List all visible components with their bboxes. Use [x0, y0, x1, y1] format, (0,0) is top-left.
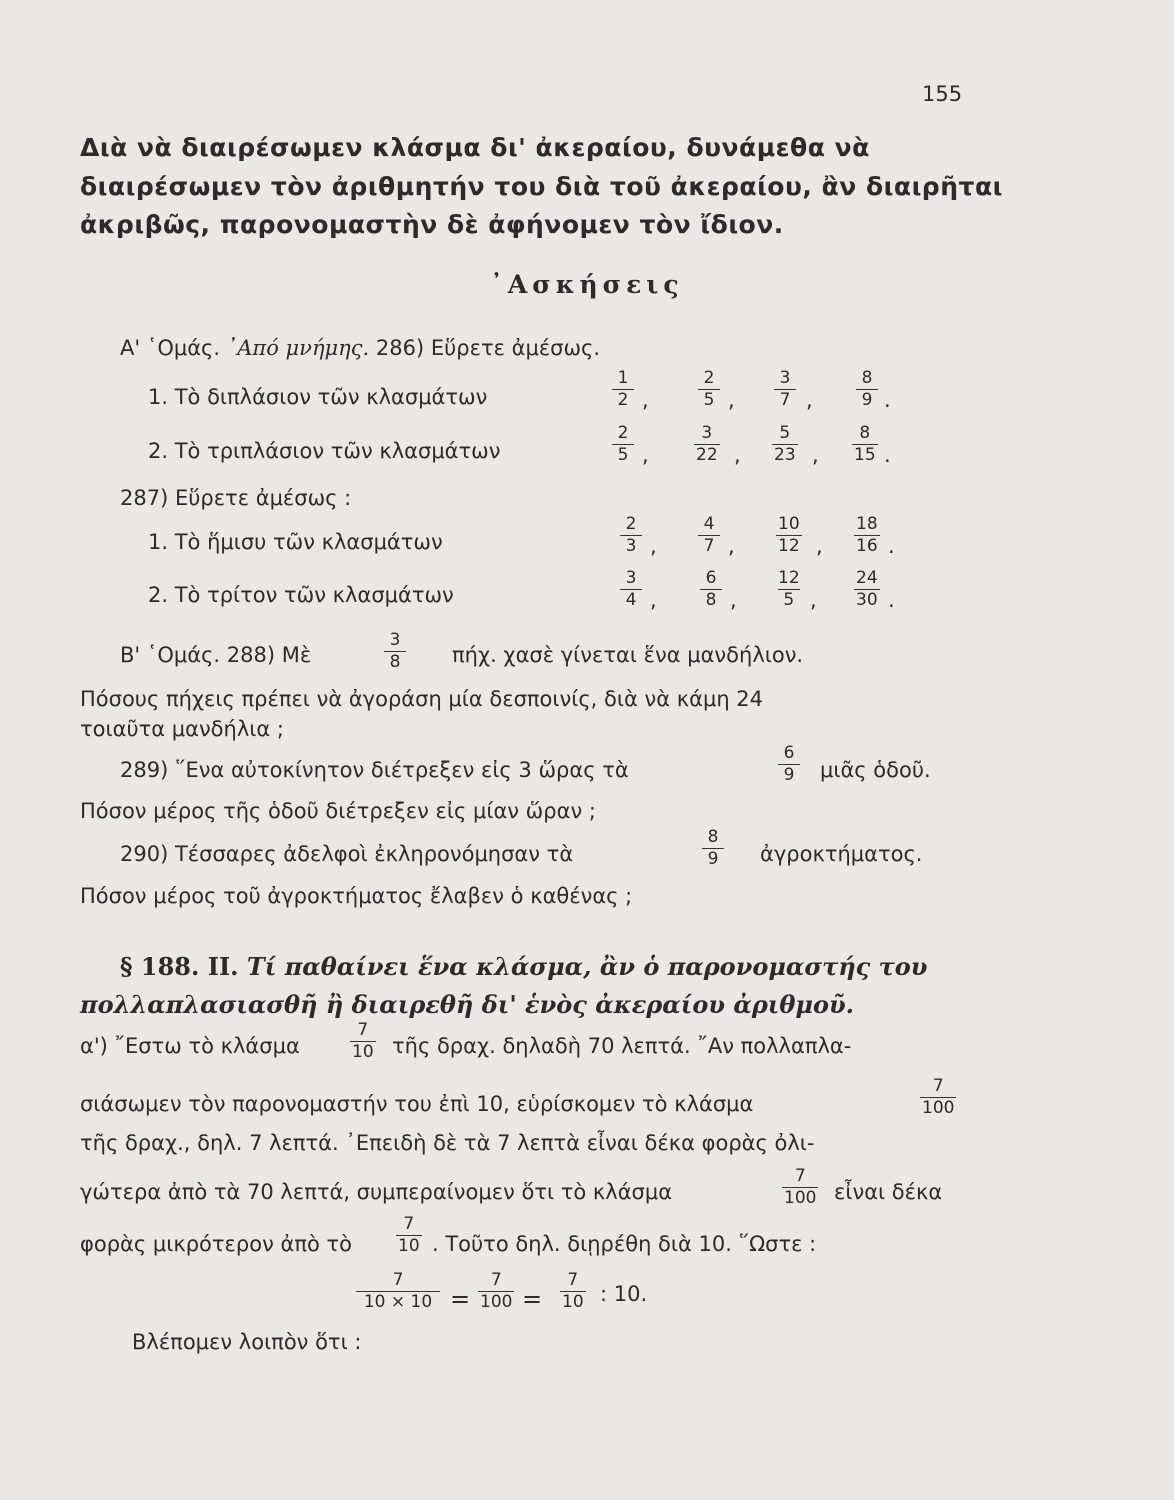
- ex287: 287) Εὕρετε ἀμέσως :: [120, 486, 352, 510]
- numerator: 3: [625, 568, 637, 588]
- section-title-1: Τί παθαίνει ἕνα κλάσμα, ἂν ὁ παρονομαστής του: [246, 952, 928, 981]
- ex290-question: Πόσον μέρος τοῦ ἀγροκτήματος ἔλαβεν ὁ καθένας ;: [80, 884, 633, 908]
- rule-line-3: ἀκριβῶς, παρονομαστὴν δὲ ἀφήνομεν τὸν ἴδιον.: [80, 210, 784, 239]
- rule-line-1: Διὰ νὰ διαιρέσωμεν κλάσμα δι' ἀκεραίου, δυνάμεθα νὰ: [80, 133, 870, 162]
- denominator: 4: [620, 589, 642, 609]
- numerator: 5: [779, 423, 791, 443]
- numerator: 6: [705, 568, 717, 588]
- denominator: 10: [562, 1292, 584, 1312]
- numerator: 2: [703, 368, 715, 388]
- rule-line-2: διαιρέσωμεν τὸν ἀριθμητήν του διὰ τοῦ ἀκεραίου, ἂν διαιρῆται: [80, 172, 1003, 201]
- numerator: 2: [625, 514, 637, 534]
- fraction-body-5: [396, 1216, 422, 1255]
- numerator: 7: [932, 1076, 944, 1096]
- denominator: 16: [856, 536, 878, 556]
- fraction: [856, 370, 878, 409]
- numerator: 3: [389, 630, 401, 650]
- eq-sign-1: =: [450, 1285, 471, 1313]
- numerator: 24: [856, 568, 878, 588]
- group-a-prefix: Α' ῾Ομάς.: [120, 336, 221, 360]
- page-number: 155: [922, 82, 963, 106]
- denominator: 5: [778, 589, 800, 609]
- numerator: 1: [617, 368, 629, 388]
- fraction: [620, 516, 642, 555]
- item3-label: 1. Τὸ ἥμισυ τῶν κλασμάτων: [148, 530, 443, 554]
- ex288-start: Β' ῾Ομάς. 288) Μὲ: [120, 643, 312, 667]
- body-last-line: Βλέπομεν λοιπὸν ὅτι :: [132, 1330, 362, 1354]
- numerator: 8: [861, 368, 873, 388]
- denominator: 7: [698, 535, 720, 555]
- numerator: 7: [392, 1270, 404, 1290]
- ex288-end: πήχ. χασὲ γίνεται ἕνα μανδήλιον.: [452, 643, 804, 667]
- denominator: 23: [774, 445, 796, 465]
- denominator: 3: [620, 535, 642, 555]
- section-heading-1: [120, 952, 927, 981]
- fraction: [612, 370, 634, 409]
- fraction-body-2: [920, 1078, 956, 1117]
- fraction: [698, 516, 720, 555]
- numerator: 7: [357, 1020, 369, 1040]
- numerator: 2: [617, 423, 629, 443]
- group-a-italic: ᾿Από μνήμης.: [226, 336, 370, 360]
- fraction-body-4: [782, 1168, 818, 1207]
- fraction-289: [778, 745, 800, 784]
- denominator: 12: [778, 536, 800, 556]
- fraction: [620, 570, 642, 609]
- numerator: 7: [490, 1270, 502, 1290]
- body-line-2a: σιάσωμεν τὸν παρονομαστήν του ἐπὶ 10, εὑρίσκομεν τὸ κλάσμα: [80, 1092, 754, 1116]
- body-line-3: τῆς δραχ., δηλ. 7 λεπτά. ᾿Επειδὴ δὲ τὰ 7 λεπτὰ εἶναι δέκα φορὰς ὀλι-: [80, 1131, 815, 1155]
- fraction: [772, 425, 798, 464]
- denominator: 5: [612, 444, 634, 464]
- numerator: 6: [783, 743, 795, 763]
- ex290-start: 290) Τέσσαρες ἀδελφοὶ ἐκληρονόμησαν τὰ: [120, 842, 574, 866]
- fraction-290: [702, 829, 724, 868]
- ex288-line-3: τοιαῦτα μανδήλια ;: [80, 717, 284, 741]
- numerator: 12: [778, 568, 800, 588]
- item4-label: 2. Τὸ τρίτον τῶν κλασμάτων: [148, 583, 454, 607]
- fraction-body-1: [350, 1022, 376, 1061]
- numerator: 7: [403, 1214, 415, 1234]
- numerator: 8: [707, 827, 719, 847]
- fraction: [700, 570, 722, 609]
- fraction: [694, 425, 720, 464]
- ex290-end: ἀγροκτήματος.: [760, 842, 923, 866]
- body-line-4a: γώτερα ἀπὸ τὰ 70 λεπτά, συμπεραίνομεν ὅτι τὸ κλάσμα: [80, 1180, 673, 1204]
- group-a-rest: 286) Εὕρετε ἀμέσως.: [375, 336, 601, 360]
- fraction: [774, 370, 796, 409]
- denominator: 8: [700, 589, 722, 609]
- fraction: [852, 425, 878, 464]
- fraction: [776, 516, 802, 555]
- denominator: 15: [854, 445, 876, 465]
- fraction: [698, 370, 720, 409]
- numerator: 8: [859, 423, 871, 443]
- denominator: 10: [352, 1042, 374, 1062]
- denominator: 5: [698, 389, 720, 409]
- body-line-1b: τῆς δραχ. δηλαδὴ 70 λεπτά. ῎Αν πολλαπλα-: [392, 1034, 852, 1058]
- denominator: 9: [702, 848, 724, 868]
- denominator: 9: [778, 764, 800, 784]
- body-line-5a: φορὰς μικρότερον ἀπὸ τὸ: [80, 1232, 352, 1256]
- denominator: 10: [398, 1236, 420, 1256]
- fraction: [854, 570, 880, 609]
- numerator: 4: [703, 514, 715, 534]
- numerator: 7: [794, 1166, 806, 1186]
- ex289-start: 289) ῞Ενα αὐτοκίνητον διέτρεξεν εἰς 3 ὥρας τὰ: [120, 758, 629, 782]
- ex289-end: μιᾶς ὁδοῦ.: [820, 758, 931, 782]
- item2-label: 2. Τὸ τριπλάσιον τῶν κλασμάτων: [148, 439, 501, 463]
- denominator: 2: [612, 389, 634, 409]
- numerator: 10: [778, 514, 800, 534]
- fraction: [612, 425, 634, 464]
- ex289-question: Πόσον μέρος τῆς ὁδοῦ διέτρεξεν εἰς μίαν ὥραν ;: [80, 799, 596, 823]
- denominator: 10 × 10: [356, 1291, 440, 1311]
- numerator: 7: [567, 1270, 579, 1290]
- denominator: 8: [384, 651, 406, 671]
- eq-sign-2: =: [522, 1285, 543, 1313]
- section-title-2: πολλαπλασιασθῆ ἢ διαιρεθῆ δι' ἑνὸς ἀκεραίου ἀριθμοῦ.: [80, 990, 854, 1019]
- eq-fraction-3: [560, 1272, 586, 1311]
- exercises-title: ᾿Ασκήσεις: [490, 270, 684, 299]
- body-line-5b: . Τοῦτο δηλ. διῃρέθη διὰ 10. ῞Ωστε :: [432, 1232, 817, 1256]
- eq-tail: : 10.: [600, 1282, 648, 1306]
- denominator: 30: [856, 590, 878, 610]
- numerator: 3: [701, 423, 713, 443]
- numerator: 18: [856, 514, 878, 534]
- denominator: 9: [856, 389, 878, 409]
- denominator: 22: [696, 445, 718, 465]
- eq-fraction-2: [478, 1272, 514, 1311]
- fraction-288: [384, 632, 406, 671]
- body-line-1a: α') ῎Εστω τὸ κλάσμα: [80, 1034, 300, 1058]
- ex288-line-2: Πόσους πήχεις πρέπει νὰ ἀγοράση μία δεσποινίς, διὰ νὰ κάμη 24: [80, 687, 764, 711]
- body-line-4b: εἶναι δέκα: [834, 1180, 943, 1204]
- denominator: 100: [784, 1188, 817, 1208]
- denominator: 100: [922, 1098, 955, 1118]
- eq-fraction-1: [356, 1272, 440, 1311]
- denominator: 100: [480, 1292, 513, 1312]
- item1-label: 1. Τὸ διπλάσιον τῶν κλασμάτων: [148, 385, 488, 409]
- group-a-header: [120, 336, 600, 360]
- numerator: 3: [779, 368, 791, 388]
- section-number: § 188. ΙΙ.: [120, 952, 239, 981]
- fraction: [776, 570, 802, 609]
- denominator: 7: [774, 389, 796, 409]
- fraction: [854, 516, 880, 555]
